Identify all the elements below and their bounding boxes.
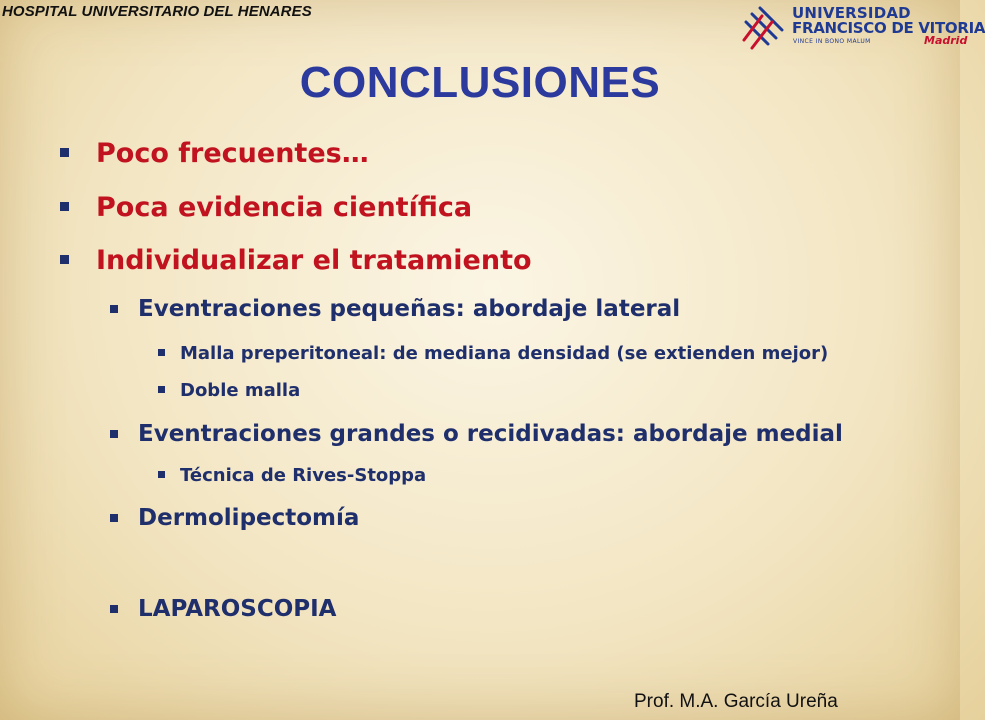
bullet-text: Individualizar el tratamiento <box>96 245 532 276</box>
bullet-text: Técnica de Rives-Stoppa <box>180 465 427 486</box>
bullet-text: Eventraciones grandes o recidivadas: abordaje medial <box>138 421 843 447</box>
square-bullet-icon <box>60 202 69 211</box>
logo-line-2: FRANCISCO DE VITORIA <box>792 19 985 37</box>
square-bullet-icon <box>60 255 69 264</box>
square-bullet-icon <box>110 430 118 438</box>
bullet-text: Doble malla <box>180 380 301 401</box>
square-bullet-icon <box>158 349 165 356</box>
bullet-text: Malla preperitoneal: de mediana densidad (se extienden mejor) <box>180 343 829 364</box>
bullet-text: Poco frecuentes… <box>96 138 369 169</box>
logo-line-1: UNIVERSIDAD <box>792 4 911 22</box>
bullet-text: Dermolipectomía <box>138 505 360 531</box>
square-bullet-icon <box>110 514 118 522</box>
square-bullet-icon <box>110 305 118 313</box>
university-logo <box>738 0 985 56</box>
bullet-text: Poca evidencia científica <box>96 192 473 223</box>
square-bullet-icon <box>158 386 165 393</box>
logo-motto: VINCE IN BONO MALUM <box>793 38 871 45</box>
square-bullet-icon <box>158 471 165 478</box>
bullet-text: LAPAROSCOPIA <box>138 596 337 622</box>
author-credit: Prof. M.A. García Ureña <box>634 691 838 712</box>
hospital-name: HOSPITAL UNIVERSITARIO DEL HENARES <box>2 3 312 20</box>
square-bullet-icon <box>110 605 118 613</box>
bullet-text: Eventraciones pequeñas: abordaje lateral <box>138 296 681 322</box>
logo-city: Madrid <box>924 34 968 47</box>
slide-title: CONCLUSIONES <box>299 58 661 107</box>
square-bullet-icon <box>60 148 69 157</box>
logo-emblem-icon <box>738 2 790 54</box>
